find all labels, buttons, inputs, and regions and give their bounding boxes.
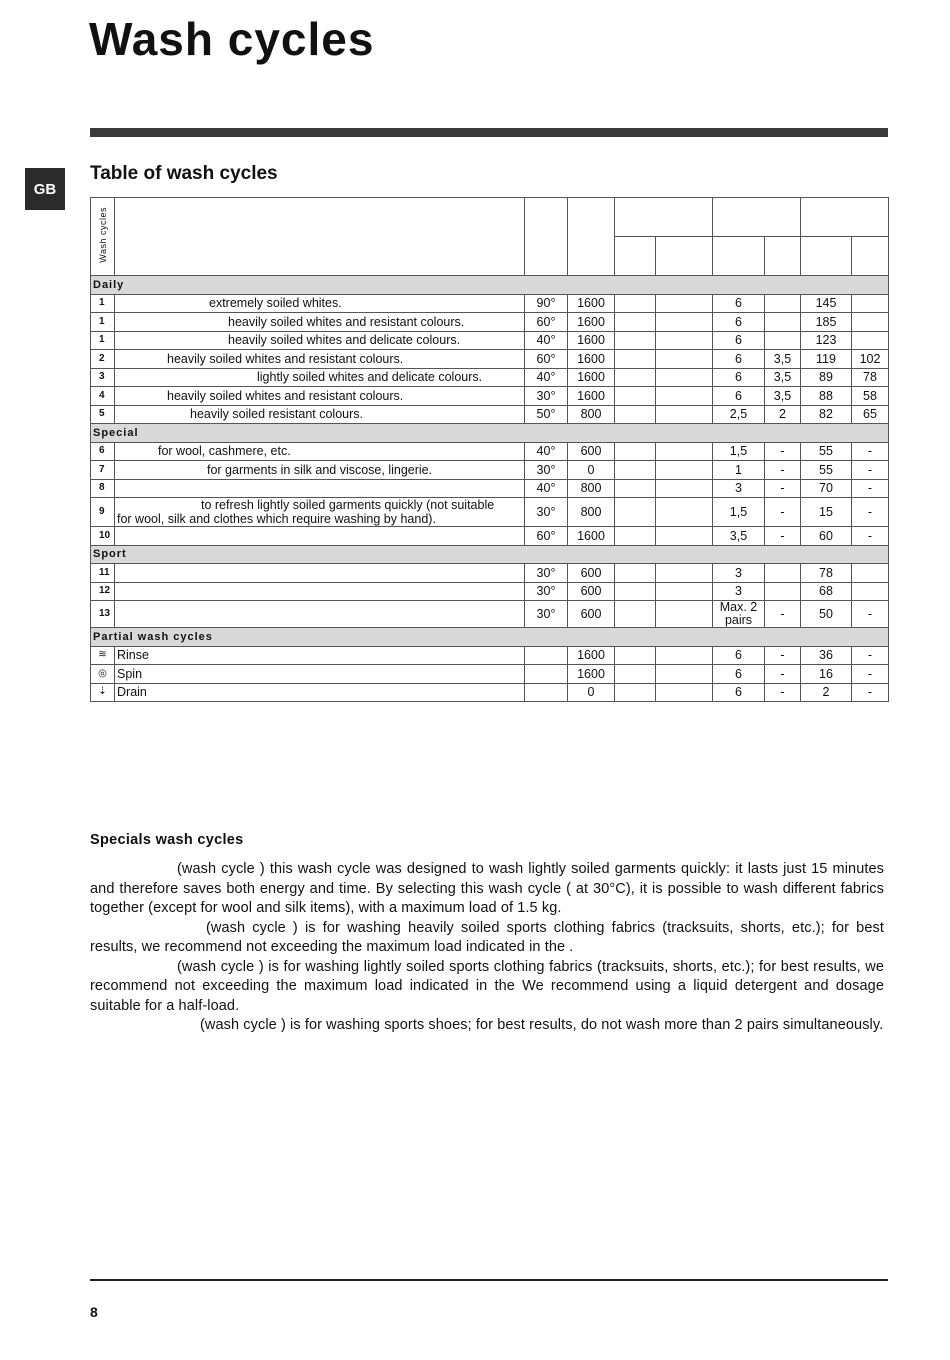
value-cell <box>656 368 713 387</box>
value-cell <box>656 461 713 480</box>
table-row <box>91 479 889 498</box>
header-sub <box>656 237 713 276</box>
value-cell <box>615 294 656 313</box>
cycle-description <box>115 564 525 583</box>
table-row <box>91 646 889 665</box>
cycle-description <box>115 313 525 332</box>
value-cell <box>656 498 713 527</box>
header-sub <box>765 237 801 276</box>
value-cell <box>852 313 889 332</box>
duration-cell: 55 <box>801 461 852 480</box>
temperature-cell: 50° <box>525 405 568 424</box>
cycle-number: 8 <box>91 479 115 498</box>
value-cell: - <box>765 442 801 461</box>
load-cell <box>713 601 765 628</box>
table-row <box>91 601 889 628</box>
value-cell <box>656 294 713 313</box>
table-row <box>91 387 889 406</box>
value-cell <box>615 350 656 369</box>
description-line: for wool, cashmere, etc. <box>158 444 291 459</box>
specials-paragraph: (wash cycle ) is for washing sports shoes; for best results, do not wash more than 2 pairs simultaneously. <box>200 1017 884 1033</box>
group-label: Partial wash cycles <box>91 628 889 647</box>
table-row <box>91 498 889 527</box>
cycle-description <box>115 405 525 424</box>
cycle-number: 10 <box>91 527 115 546</box>
load-cell: 6 <box>713 331 765 350</box>
header-duration <box>801 198 889 237</box>
value-cell: - <box>765 461 801 480</box>
duration-cell: 60 <box>801 527 852 546</box>
group-row <box>91 628 889 647</box>
temperature-cell: 30° <box>525 582 568 601</box>
cycle-number: 13 <box>91 601 115 628</box>
cycle-description <box>115 665 525 684</box>
temperature-cell <box>525 665 568 684</box>
value-cell <box>615 498 656 527</box>
value-cell <box>615 479 656 498</box>
cycle-number: 4 <box>91 387 115 406</box>
table-row <box>91 350 889 369</box>
spin-icon: ◎ <box>91 665 115 684</box>
header-description <box>115 198 525 276</box>
description-line: heavily soiled whites and resistant colours. <box>228 314 465 329</box>
temperature-cell: 30° <box>525 387 568 406</box>
description-line: heavily soiled whites and resistant colours. <box>167 351 404 366</box>
vertical-header-cell <box>91 198 115 276</box>
cycle-description <box>115 527 525 546</box>
temperature-cell: 30° <box>525 461 568 480</box>
spin-speed-cell: 800 <box>568 405 615 424</box>
value-cell: - <box>852 665 889 684</box>
cycle-description <box>115 683 525 702</box>
cycle-description <box>115 368 525 387</box>
header-detergents <box>615 198 713 237</box>
description-line: extremely soiled whites. <box>209 296 342 311</box>
value-cell <box>656 582 713 601</box>
value-cell: 58 <box>852 387 889 406</box>
value-cell: 65 <box>852 405 889 424</box>
value-cell <box>615 601 656 628</box>
table-body <box>91 276 889 702</box>
value-cell: 3,5 <box>765 368 801 387</box>
duration-cell: 15 <box>801 498 852 527</box>
table-row <box>91 582 889 601</box>
load-cell: 2,5 <box>713 405 765 424</box>
value-cell <box>656 331 713 350</box>
bottom-divider <box>90 1279 888 1281</box>
value-cell: - <box>852 646 889 665</box>
load-cell: 6 <box>713 313 765 332</box>
duration-cell: 88 <box>801 387 852 406</box>
value-cell <box>615 442 656 461</box>
value-cell <box>656 646 713 665</box>
value-cell: 78 <box>852 368 889 387</box>
value-cell: - <box>765 601 801 628</box>
value-cell: - <box>852 442 889 461</box>
description-line: Spin <box>117 666 143 681</box>
value-cell <box>615 313 656 332</box>
temperature-cell: 40° <box>525 368 568 387</box>
load-cell: 6 <box>713 665 765 684</box>
cycle-description <box>115 331 525 350</box>
table-row <box>91 665 889 684</box>
table-row <box>91 313 889 332</box>
description-line: for garments in silk and viscose, lingerie. <box>207 462 433 477</box>
specials-paragraph: (wash cycle ) is for washing heavily soiled sports clothing fabrics (tracksuits, shorts, etc.); for best results, we recommend not exceeding the maximum load indicated in the . <box>90 919 884 955</box>
cycle-number: 12 <box>91 582 115 601</box>
temperature-cell: 90° <box>525 294 568 313</box>
top-divider <box>90 128 888 137</box>
cycle-description <box>115 582 525 601</box>
value-cell: 2 <box>765 405 801 424</box>
cycle-number: 1 <box>91 294 115 313</box>
duration-cell: 2 <box>801 683 852 702</box>
cycle-description <box>115 442 525 461</box>
value-cell <box>765 564 801 583</box>
spin-speed-cell: 1600 <box>568 368 615 387</box>
value-cell <box>656 387 713 406</box>
spin-speed-cell: 600 <box>568 442 615 461</box>
language-tab: GB <box>25 168 65 210</box>
group-label: Special <box>91 424 889 443</box>
duration-cell: 185 <box>801 313 852 332</box>
value-cell: - <box>852 601 889 628</box>
header-speed <box>568 198 615 276</box>
header-sub <box>852 237 889 276</box>
spin-speed-cell: 1600 <box>568 313 615 332</box>
value-cell <box>656 350 713 369</box>
group-label: Daily <box>91 276 889 295</box>
spin-speed-cell: 800 <box>568 498 615 527</box>
temperature-cell: 40° <box>525 479 568 498</box>
value-cell <box>852 294 889 313</box>
value-cell <box>656 564 713 583</box>
value-cell: - <box>852 683 889 702</box>
temperature-cell: 30° <box>525 601 568 628</box>
value-cell <box>615 461 656 480</box>
specials-text <box>90 860 884 1036</box>
value-cell <box>656 313 713 332</box>
duration-cell: 145 <box>801 294 852 313</box>
table-row <box>91 294 889 313</box>
page-title: Wash cycles <box>89 13 375 65</box>
spin-speed-cell: 600 <box>568 582 615 601</box>
load-cell: 6 <box>713 368 765 387</box>
value-cell <box>656 601 713 628</box>
value-cell <box>615 405 656 424</box>
temperature-cell: 60° <box>525 527 568 546</box>
temperature-cell: 40° <box>525 442 568 461</box>
duration-cell: 119 <box>801 350 852 369</box>
cycle-number: 7 <box>91 461 115 480</box>
group-label: Sport <box>91 545 889 564</box>
load-cell: 3 <box>713 582 765 601</box>
value-cell: - <box>765 683 801 702</box>
spin-speed-cell: 600 <box>568 564 615 583</box>
value-cell <box>656 442 713 461</box>
value-cell <box>656 527 713 546</box>
duration-cell: 82 <box>801 405 852 424</box>
cycle-number: 11 <box>91 564 115 583</box>
table-row <box>91 368 889 387</box>
table-row <box>91 461 889 480</box>
load-cell: 6 <box>713 387 765 406</box>
value-cell <box>615 527 656 546</box>
description-line: lightly soiled whites and delicate colours. <box>257 370 483 385</box>
load-line: pairs <box>724 613 753 627</box>
duration-cell: 68 <box>801 582 852 601</box>
temperature-cell: 40° <box>525 331 568 350</box>
temperature-cell: 30° <box>525 498 568 527</box>
value-cell: - <box>852 527 889 546</box>
description-line: heavily soiled whites and delicate colours. <box>228 333 461 348</box>
wash-cycles-table <box>90 197 889 702</box>
cycle-description <box>115 350 525 369</box>
value-cell: - <box>852 461 889 480</box>
spin-speed-cell: 1600 <box>568 665 615 684</box>
spin-speed-cell: 800 <box>568 479 615 498</box>
specials-paragraph: (wash cycle ) is for washing lightly soiled sports clothing fabrics (tracksuits, shorts, etc.); for best results, we recommend not exceeding the maximum load indicated in the We recommend using a liquid detergent and dosage suitable for a half-load. <box>90 958 884 1014</box>
duration-cell: 123 <box>801 331 852 350</box>
cycle-number: 1 <box>91 313 115 332</box>
value-cell <box>852 331 889 350</box>
load-cell: 3,5 <box>713 527 765 546</box>
description-line: for wool, silk and clothes which require washing by hand). <box>117 512 436 526</box>
header-temp <box>525 198 568 276</box>
cycle-number: 3 <box>91 368 115 387</box>
duration-cell: 70 <box>801 479 852 498</box>
spin-speed-cell: 1600 <box>568 331 615 350</box>
group-row <box>91 276 889 295</box>
duration-cell: 78 <box>801 564 852 583</box>
load-cell: 1,5 <box>713 442 765 461</box>
spin-speed-cell: 600 <box>568 601 615 628</box>
duration-cell: 50 <box>801 601 852 628</box>
value-cell <box>656 665 713 684</box>
value-cell: 102 <box>852 350 889 369</box>
value-cell <box>615 564 656 583</box>
temperature-cell <box>525 646 568 665</box>
value-cell <box>656 683 713 702</box>
load-cell: 6 <box>713 294 765 313</box>
load-cell: 1,5 <box>713 498 765 527</box>
value-cell: - <box>765 479 801 498</box>
rinse-icon: ≋ <box>91 646 115 665</box>
load-cell: 3 <box>713 564 765 583</box>
value-cell <box>615 582 656 601</box>
temperature-cell: 60° <box>525 313 568 332</box>
temperature-cell <box>525 683 568 702</box>
value-cell <box>615 646 656 665</box>
section-title: Table of wash cycles <box>90 163 278 184</box>
value-cell: - <box>765 646 801 665</box>
value-cell <box>765 582 801 601</box>
value-cell <box>615 368 656 387</box>
duration-cell: 16 <box>801 665 852 684</box>
value-cell <box>765 331 801 350</box>
table-row <box>91 331 889 350</box>
header-sub <box>615 237 656 276</box>
value-cell <box>852 564 889 583</box>
value-cell <box>765 313 801 332</box>
value-cell <box>615 387 656 406</box>
table-row <box>91 527 889 546</box>
description-line: Drain <box>117 685 147 700</box>
load-line: Max. 2 <box>719 600 758 614</box>
cycle-number: 6 <box>91 442 115 461</box>
description-line: heavily soiled resistant colours. <box>190 407 363 422</box>
load-cell: 6 <box>713 350 765 369</box>
header-sub <box>713 237 765 276</box>
value-cell <box>615 665 656 684</box>
value-cell <box>615 331 656 350</box>
cycle-description <box>115 601 525 628</box>
value-cell: 3,5 <box>765 387 801 406</box>
cycle-description <box>115 387 525 406</box>
page-number: 8 <box>90 1304 98 1320</box>
specials-paragraph: (wash cycle ) this wash cycle was designed to wash lightly soiled garments quickly: it lasts just 15 minutes and therefore saves both energy and time. By selecting this wash cycle ( at 30°C), it is possible to wash different fabrics together (except for wool and silk items), with a maximum load of 1.5 kg. <box>90 861 884 916</box>
specials-title: Specials wash cycles <box>90 832 244 848</box>
drain-icon: ⇣ <box>91 683 115 702</box>
spin-speed-cell: 1600 <box>568 646 615 665</box>
duration-cell: 55 <box>801 442 852 461</box>
table-row <box>91 564 889 583</box>
value-cell <box>656 405 713 424</box>
header-load <box>713 198 801 237</box>
description-line: to refresh lightly soiled garments quickly (not suitable <box>201 498 495 512</box>
spin-speed-cell: 1600 <box>568 294 615 313</box>
spin-speed-cell: 1600 <box>568 527 615 546</box>
cycle-description <box>115 461 525 480</box>
spin-speed-cell: 1600 <box>568 387 615 406</box>
value-cell <box>656 479 713 498</box>
cycle-number: 1 <box>91 331 115 350</box>
value-cell <box>615 683 656 702</box>
cycle-number: 5 <box>91 405 115 424</box>
wash-cycles-vertical-label: Wash cycles <box>97 207 108 263</box>
value-cell: - <box>852 479 889 498</box>
group-row <box>91 424 889 443</box>
load-cell: 1 <box>713 461 765 480</box>
description-line: heavily soiled whites and resistant colours. <box>167 388 404 403</box>
value-cell <box>765 294 801 313</box>
cycle-description <box>115 294 525 313</box>
spin-speed-cell: 0 <box>568 461 615 480</box>
header-sub <box>801 237 852 276</box>
load-cell: 3 <box>713 479 765 498</box>
cycle-description <box>115 498 525 527</box>
temperature-cell: 30° <box>525 564 568 583</box>
load-cell: 6 <box>713 683 765 702</box>
value-cell: 3,5 <box>765 350 801 369</box>
value-cell <box>852 582 889 601</box>
value-cell: - <box>765 498 801 527</box>
description-line: Rinse <box>117 648 149 663</box>
load-cell: 6 <box>713 646 765 665</box>
value-cell: - <box>765 665 801 684</box>
cycle-number: 9 <box>91 498 115 527</box>
group-row <box>91 545 889 564</box>
cycle-number: 2 <box>91 350 115 369</box>
duration-cell: 36 <box>801 646 852 665</box>
cycle-description <box>115 479 525 498</box>
duration-cell: 89 <box>801 368 852 387</box>
table-row <box>91 442 889 461</box>
cycle-description <box>115 646 525 665</box>
value-cell: - <box>852 498 889 527</box>
table-row <box>91 405 889 424</box>
spin-speed-cell: 1600 <box>568 350 615 369</box>
value-cell: - <box>765 527 801 546</box>
spin-speed-cell: 0 <box>568 683 615 702</box>
temperature-cell: 60° <box>525 350 568 369</box>
table-row <box>91 683 889 702</box>
